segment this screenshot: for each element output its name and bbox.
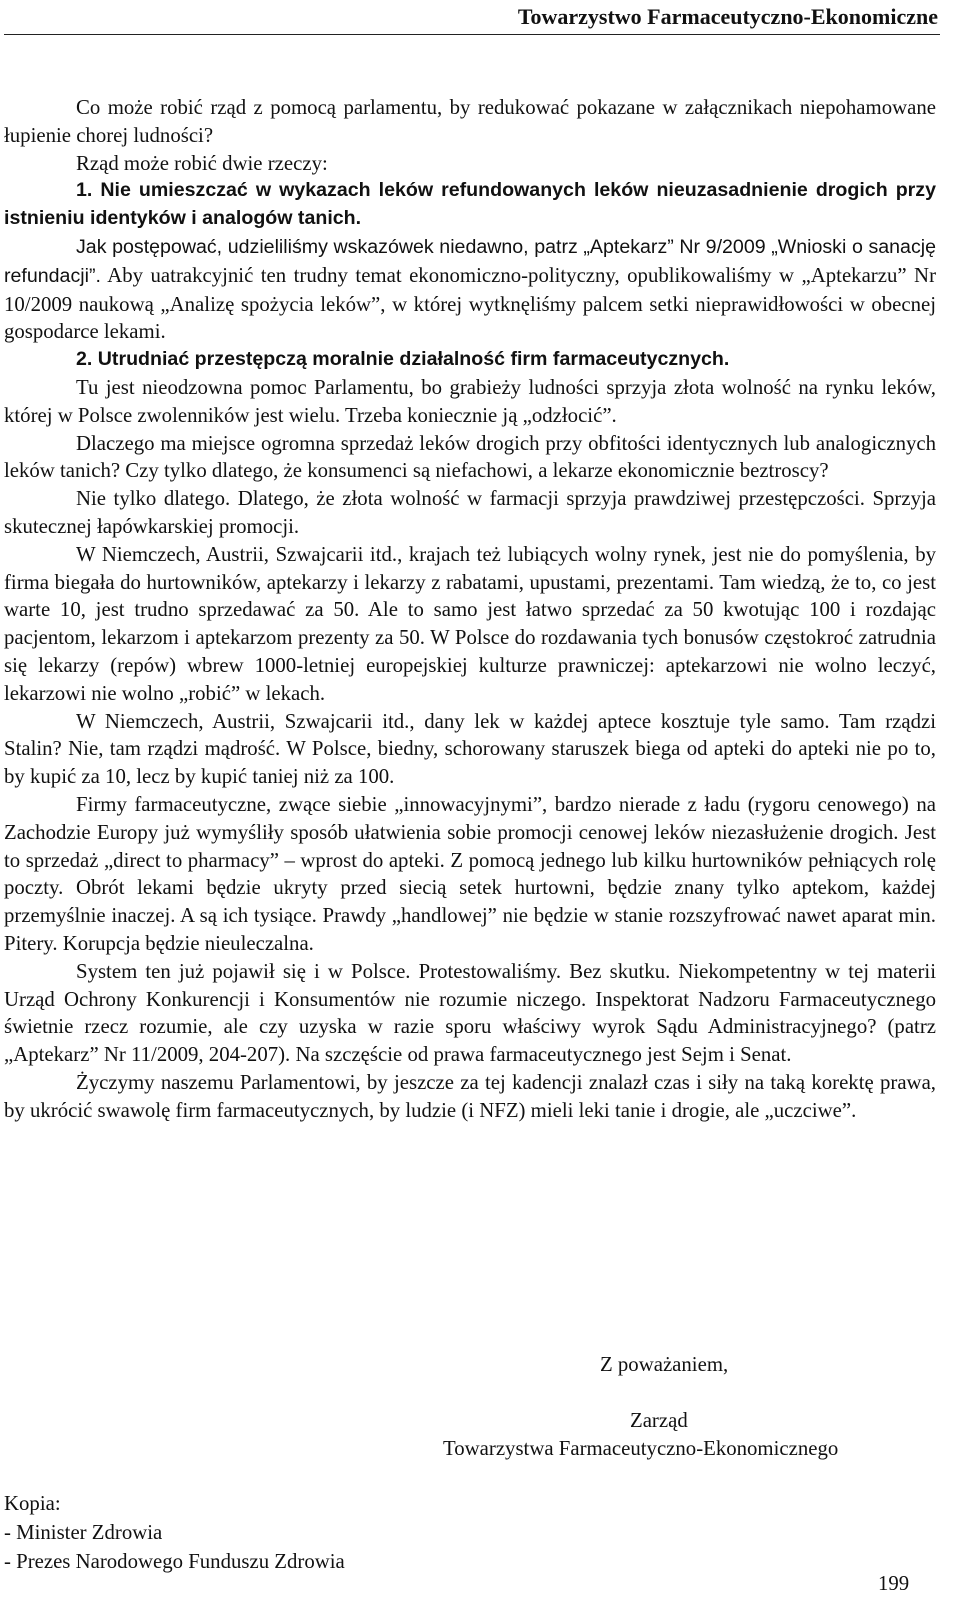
copies-label: Kopia:: [4, 1492, 61, 1515]
guidance-continuation: Aby uatrakcyjnić ten trudny temat ekonomiczno-polityczny, opublikowaliśmy w „Aptekarzu” Nr 10/2009 naukową „Analizę spożycia leków”, w której wytknęliśmy palcem setki nieprawidłowości w obecnej gospodarce lekami.: [4, 263, 936, 344]
paragraph-wish: Życzymy naszemu Parlamentowi, by jeszcze za tej kadencji znalazł czas i siły na taką korektę prawa, by ukrócić swawolę firm farmaceutycznych, by ludzie (i NFZ) mieli leki tanie i drogie, ale „uczciwe”.: [4, 1070, 936, 1122]
guidance-sentence: Jak postępować, udzieliliśmy wskazówek niedawno, patrz „Aptekarz” Nr 9/2009 „Wnioski o sanację refundacji”.: [4, 235, 936, 287]
paragraph-parliament-help: Tu jest nieodzowna pomoc Parlamentu, bo grabieży ludności sprzyja złota wolność na rynku leków, której w Polsce zwolenników jest wielu. Trzeba koniecznie ją „odzłocić”.: [4, 375, 936, 427]
point-1-heading: 1. Nie umieszczać w wykazach leków refundowanych leków nieuzasadnienie drogich przy istnieniu identyków i analogów tanich.: [4, 179, 936, 230]
copy-recipient: - Minister Zdrowia: [4, 1521, 163, 1544]
paragraph-germany-2: W Niemczech, Austrii, Szwajcarii itd., dany lek w każdej aptece kosztuje tyle samo. Tam rządzi Stalin? Nie, tam rządzi mądrość. W Polsce, biedny, schorowany staruszek biega od apteki do apteki nie po to, by kupić za 10, lecz by kupić taniej niż za 100.: [4, 709, 936, 789]
paragraph-system-poland: System ten już pojawił się i w Polsce. Protestowaliśmy. Bez skutku. Niekompetentny w tej materii Urząd Ochrony Konkurencji i Konsumentów nie rozumie niczego. Inspektorat Nadzoru Farmaceutycznego świetnie rzecz rozumie, ale czy uzyska w razie sporu właściwy wyrok Sądu Administracyjnego? (patrz „Aptekarz” Nr 11/2009, 204-207). Na szczęście od prawa farmaceutycznego jest Sejm i Senat.: [4, 959, 936, 1067]
paragraph-two-things: Rząd może robić dwie rzeczy:: [76, 151, 328, 175]
signature-board: Zarząd: [630, 1409, 688, 1432]
header-divider: [4, 34, 940, 35]
paragraph-germany-1: W Niemczech, Austrii, Szwajcarii itd., krajach też lubiących wolny rynek, jest nie do pomyślenia, by firma biegała do hurtowników, aptekarzy i lekarzy z rabatami, upustami, prezentami. Tam wiedzą, że to, co jest warte 10, jest trudno sprzedawać za 50. Ale to samo jest łatwo sprzedać za 50 kwotując 100 i rozdając pacjentom, lekarzom i aptekarzom prezenty za 50. W Polsce do rozdawania tych bonusów częstokroć zatrudnia się lekarzy (repów) wbrew 1000-letniej europejskiej kulturze prawniczej: aptekarzowi nie wolno leczyć, lekarzowi nie wolno „robić” w lekach.: [4, 542, 936, 705]
paragraph-direct-to-pharmacy: Firmy farmaceutyczne, zwące siebie „innowacyjnymi”, bardzo nierade z ładu (rygoru cenowego) na Zachodzie Europy już wymyśliły sposób ułatwienia sobie promocji cenowej leków niezasłużenie drogich. Jest to sprzedaż „direct to pharmacy” – wprost do apteki. Z pomocą jednego lub kilku hurtowników pełniących rolę poczty. Obrót lekami będzie ukryty przed siecią setek hurtowni, będzie znany tylko aptekom, każdej przemyślnie inaczej. A są ich tysiące. Prawdy „handlowej” nie będzie w stanie rozszyfrować nawet aparat min. Pitery. Korupcja będzie nieuleczalna.: [4, 792, 936, 955]
page-number: 199: [878, 1572, 910, 1595]
copies-block: [4, 1489, 345, 1576]
paragraph-intro: Co może robić rząd z pomocą parlamentu, by redukować pokazane w załącznikach niepohamowane łupienie chorej ludności?: [4, 96, 936, 147]
paragraph-why-expensive: Dlaczego ma miejsce ogromna sprzedaż leków drogich przy obfitości identycznych lub analogicznych leków tanich? Czy tylko dlatego, że konsumenci są niefachowi, a lekarze ekonomicznie beztroscy?: [4, 431, 936, 483]
point-2-heading: 2. Utrudniać przestępczą moralnie działalność firm farmaceutycznych.: [76, 348, 730, 371]
copy-recipient: - Prezes Narodowego Funduszu Zdrowia: [4, 1550, 345, 1573]
signature-greeting: Z poważaniem,: [600, 1353, 729, 1376]
letter-body: [4, 94, 936, 1124]
signature-organization: Towarzystwa Farmaceutyczno-Ekonomicznego: [443, 1437, 839, 1460]
running-header: Towarzystwo Farmaceutyczno-Ekonomiczne: [517, 4, 938, 29]
paragraph-refund-guidance: [4, 233, 936, 346]
paragraph-not-only: Nie tylko dlatego. Dlatego, że złota wolność w farmacji sprzyja prawdziwej przestępczości. Sprzyja skutecznej łapówkarskiej promocji.: [4, 487, 936, 538]
